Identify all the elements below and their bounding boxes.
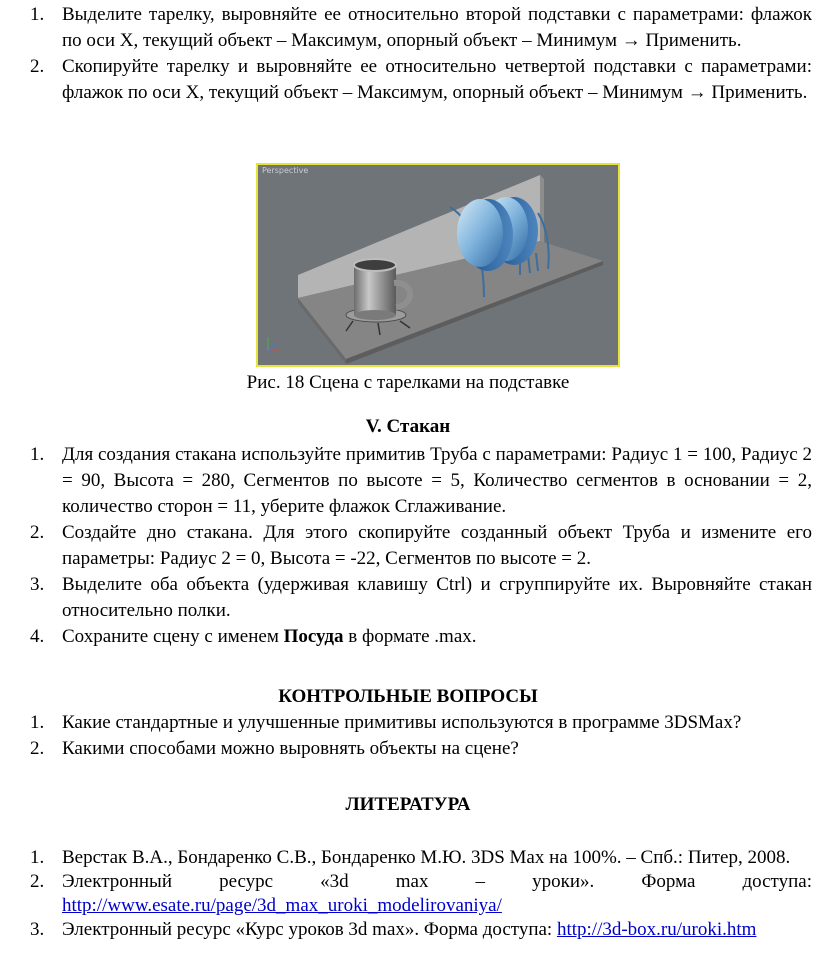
literature-list [0,846,816,942]
item-text: Выделите оба объекта (удерживая клавишу Ctrl) и сгруппируйте их. Выровняйте стакан относительно полки. [62,574,812,621]
item-number: 3. [30,574,45,595]
item-number: 1. [30,444,45,465]
item-text-before: Сохраните сцену с именем [62,626,284,647]
literature-title: ЛИТЕРАТУРА [345,794,471,815]
item-number: 3. [30,919,45,940]
item-text-after: в формате .max. [343,626,477,647]
list-item [0,870,816,918]
item-number: 2. [30,522,45,543]
list-item [0,572,816,624]
resource-link[interactable]: http://www.esate.ru/page/3d_max_uroki_modelirovaniya/ [62,895,502,916]
figure-caption: Рис. 18 Сцена с тарелками на подставке [246,372,570,393]
item-text: Какими способами можно выровнять объекты на сцене? [62,738,519,759]
questions-list [0,710,816,762]
list-item [0,918,816,942]
plates [457,197,538,271]
item-number: 1. [30,4,45,25]
list-item [0,710,816,736]
list-item [0,624,816,650]
item-number: 4. [30,626,45,647]
item-text: Создайте дно стакана. Для этого скопируйте созданный объект Труба и измените его параметры: Радиус 2 = 0, Высота = -22, Сегментов по высоте = 2. [62,522,812,569]
item-text: Для создания стакана используйте примитив Труба с параметрами: Радиус 1 = 100, Радиус 2 = 90, Высота = 280, Сегментов по высоте = 5, Количество сегментов в основании = 2, количество сторон = 11, уберите флажок Сглаживание. [62,444,812,517]
list-item [0,736,816,762]
list-item [0,442,816,520]
item-text: Выделите тарелку, выровняйте ее относительно второй подставки с параметрами: флажок по оси X, текущий объект – Максимум, опорный объект – Минимум → Применить. [62,4,812,51]
align-steps-list [0,2,816,106]
list-item [0,2,816,54]
list-item [0,846,816,870]
item-text: Верстак В.А., Бондаренко С.В., Бондаренко М.Ю. 3DS Max на 100%. – Спб.: Питер, 2008. [62,847,791,868]
item-number: 2. [30,871,45,892]
viewport-label: Perspective [262,166,309,175]
item-number: 1. [30,847,45,868]
axis-gizmo-icon [268,337,280,351]
item-number: 1. [30,712,45,733]
section-title: V. Стакан [365,416,451,437]
item-text: Электронный ресурс «3d max – уроки». Форма доступа: [62,871,812,892]
scene-render [258,165,618,365]
glass-steps-list [0,442,816,650]
item-text: Скопируйте тарелку и выровняйте ее относительно четвертой подставки с параметрами: флажок по оси X, текущий объект – Максимум, опорный объект – Минимум → Применить. [62,56,812,103]
item-text: Какие стандартные и улучшенные примитивы используются в программе 3DSMax? [62,712,742,733]
item-text: Электронный ресурс «Курс уроков 3d max». Форма доступа: [62,919,553,940]
back-wall-edge [540,175,544,243]
scene-figure [256,163,620,367]
list-item [0,520,816,572]
item-number: 2. [30,56,45,77]
resource-link[interactable]: http://3d-box.ru/uroki.htm [556,919,757,940]
list-item [0,54,816,106]
item-number: 2. [30,738,45,759]
questions-title: КОНТРОЛЬНЫЕ ВОПРОСЫ [278,686,538,707]
file-name: Посуда [283,626,344,647]
